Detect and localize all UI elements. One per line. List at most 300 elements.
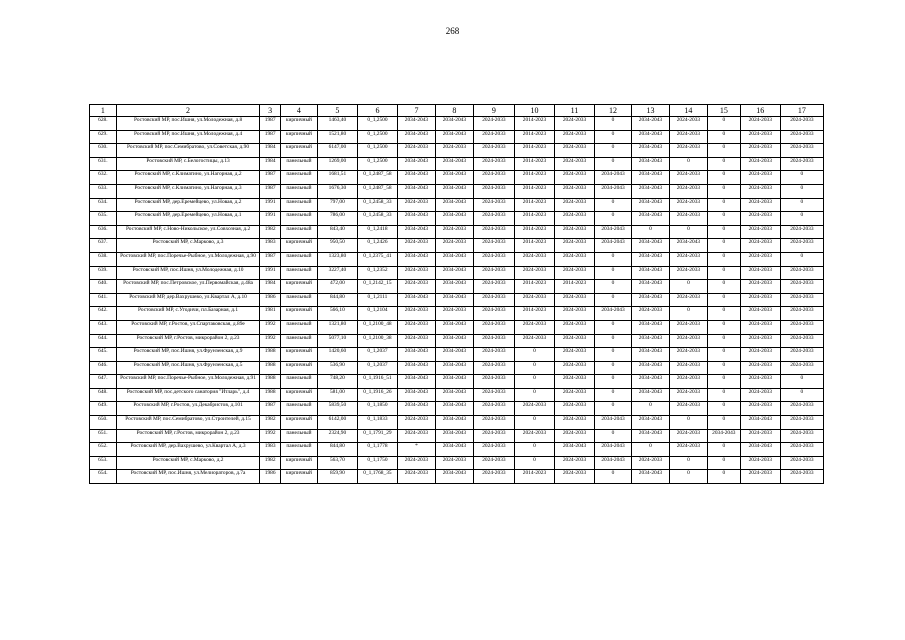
- cell-c11: 2024-2033: [554, 361, 594, 375]
- cell-c7: 2034-2043: [397, 212, 435, 226]
- cell-c15: 0: [707, 225, 740, 239]
- cell-coefficient: 0_1,2375_41: [357, 252, 397, 266]
- cell-c15: 0: [707, 470, 740, 484]
- cell-row-number: 643.: [90, 320, 117, 334]
- cell-c12: 0: [595, 334, 632, 348]
- cell-address: Ростовский МР, с.Марково, д.3: [116, 239, 260, 253]
- cell-c15: 0: [707, 171, 740, 185]
- table-body: [90, 117, 824, 484]
- cell-c14: 2024-2033: [669, 171, 707, 185]
- cell-c13: 2034-2043: [631, 144, 669, 158]
- cell-c7: 2034-2043: [397, 225, 435, 239]
- cell-c14: 2024-2033: [669, 334, 707, 348]
- cell-year-built: 1987: [260, 117, 281, 131]
- cell-c15: 0: [707, 212, 740, 226]
- cell-c9: 2024-2033: [473, 157, 514, 171]
- cell-year-built: 1988: [260, 361, 281, 375]
- cell-row-number: 646.: [90, 361, 117, 375]
- cell-year-built: 1988: [260, 348, 281, 362]
- table-row: [90, 443, 824, 457]
- cell-c8: 2034-2043: [435, 402, 473, 416]
- cell-c13: 0: [631, 402, 669, 416]
- cell-c11: 2024-2033: [554, 402, 594, 416]
- cell-c8: 2034-2043: [435, 198, 473, 212]
- cell-row-number: 636.: [90, 225, 117, 239]
- cell-c14: 2024-2033: [669, 320, 707, 334]
- cell-wall-material: кирпичный: [280, 470, 317, 484]
- cell-c8: 2024-2033: [435, 239, 473, 253]
- cell-c16: 2024-2033: [740, 402, 780, 416]
- cell-c12: 2034-2043: [595, 171, 632, 185]
- cell-c7: 2034-2043: [397, 157, 435, 171]
- cell-c7: 2034-2043: [397, 293, 435, 307]
- cell-c8: 2034-2043: [435, 443, 473, 457]
- cell-c17: 2024-2033: [780, 266, 823, 280]
- cell-c15: 0: [707, 402, 740, 416]
- cell-c11: 2024-2033: [554, 416, 594, 430]
- table-row: [90, 252, 824, 266]
- cell-c15: 0: [707, 334, 740, 348]
- cell-c7: 2034-2043: [397, 402, 435, 416]
- cell-c9: 2024-2033: [473, 266, 514, 280]
- cell-c11: 2024-2033: [554, 198, 594, 212]
- cell-c10: 2014-2023: [514, 184, 554, 198]
- cell-coefficient: 0_1,1778: [357, 443, 397, 457]
- cell-area: 6147,00: [317, 144, 357, 158]
- cell-c11: 2024-2033: [554, 429, 594, 443]
- cell-year-built: 1988: [260, 375, 281, 389]
- cell-c11: 2024-2033: [554, 266, 594, 280]
- cell-wall-material: панельный: [280, 184, 317, 198]
- cell-c16: 2024-2033: [740, 184, 780, 198]
- cell-wall-material: панельный: [280, 334, 317, 348]
- cell-c12: 0: [595, 402, 632, 416]
- cell-c15: 0: [707, 252, 740, 266]
- cell-c17: 2024-2033: [780, 348, 823, 362]
- cell-c10: 2014-2023: [514, 130, 554, 144]
- cell-c7: 2034-2043: [397, 388, 435, 402]
- cell-row-number: 631.: [90, 157, 117, 171]
- cell-c15: 0: [707, 348, 740, 362]
- cell-c14: 2024-2033: [669, 429, 707, 443]
- cell-c7: 2034-2043: [397, 361, 435, 375]
- cell-year-built: 1991: [260, 266, 281, 280]
- cell-c15: 0: [707, 320, 740, 334]
- cell-c15: 0: [707, 361, 740, 375]
- cell-c8: 2034-2043: [435, 184, 473, 198]
- cell-coefficient: 0_1,2487_58: [357, 171, 397, 185]
- cell-c12: 0: [595, 429, 632, 443]
- column-header-2: 2: [116, 105, 260, 117]
- cell-c17: 2024-2033: [780, 293, 823, 307]
- cell-c10: 0: [514, 375, 554, 389]
- cell-year-built: 1982: [260, 225, 281, 239]
- cell-c12: 0: [595, 212, 632, 226]
- cell-c14: 2024-2033: [669, 184, 707, 198]
- cell-area: 1269,00: [317, 157, 357, 171]
- cell-c14: 2034-2043: [669, 239, 707, 253]
- cell-c12: 0: [595, 198, 632, 212]
- cell-c16: 2024-2033: [740, 212, 780, 226]
- cell-year-built: 1988: [260, 388, 281, 402]
- cell-area: 1463,40: [317, 117, 357, 131]
- cell-area: 1321,80: [317, 320, 357, 334]
- cell-coefficient: 0_1,2037: [357, 348, 397, 362]
- cell-c14: 0: [669, 416, 707, 430]
- cell-c9: 2024-2033: [473, 184, 514, 198]
- cell-wall-material: кирпичный: [280, 130, 317, 144]
- cell-c8: 2034-2043: [435, 388, 473, 402]
- cell-c7: 2024-2033: [397, 307, 435, 321]
- cell-c12: 2034-2043: [595, 416, 632, 430]
- cell-c10: 0: [514, 456, 554, 470]
- cell-c17: 2024-2033: [780, 307, 823, 321]
- column-header-16: 16: [740, 105, 780, 117]
- cell-c9: 2024-2033: [473, 429, 514, 443]
- cell-wall-material: панельный: [280, 293, 317, 307]
- cell-c17: 0: [780, 252, 823, 266]
- cell-area: 5077,10: [317, 334, 357, 348]
- cell-c11: 2014-2023: [554, 280, 594, 294]
- table-row: [90, 361, 824, 375]
- cell-c11: 2024-2033: [554, 144, 594, 158]
- table-row: [90, 402, 824, 416]
- table-row: [90, 198, 824, 212]
- cell-c9: 2024-2033: [473, 144, 514, 158]
- cell-c17: 2024-2033: [780, 239, 823, 253]
- cell-c14: 2024-2033: [669, 144, 707, 158]
- table-row: [90, 307, 824, 321]
- cell-c14: 2024-2033: [669, 361, 707, 375]
- cell-c13: 0: [631, 443, 669, 457]
- cell-c13: 2034-2043: [631, 130, 669, 144]
- cell-c16: 2024-2033: [740, 225, 780, 239]
- cell-year-built: 1984: [260, 280, 281, 294]
- cell-c9: 2024-2033: [473, 375, 514, 389]
- table-row: [90, 239, 824, 253]
- cell-c12: 2034-2043: [595, 456, 632, 470]
- cell-c13: 2034-2043: [631, 293, 669, 307]
- cell-c13: 2024-2033: [631, 456, 669, 470]
- cell-c9: 2024-2033: [473, 443, 514, 457]
- cell-c16: 2034-2043: [740, 416, 780, 430]
- table-row: [90, 171, 824, 185]
- cell-c8: 2024-2033: [435, 144, 473, 158]
- cell-c7: 2034-2043: [397, 252, 435, 266]
- cell-c12: 0: [595, 252, 632, 266]
- cell-c16: 2024-2033: [740, 456, 780, 470]
- cell-wall-material: панельный: [280, 225, 317, 239]
- cell-c16: 2024-2033: [740, 388, 780, 402]
- table-row: [90, 225, 824, 239]
- housing-register-table: [89, 104, 824, 484]
- cell-c17: 2024-2033: [780, 402, 823, 416]
- cell-c17: 2024-2033: [780, 144, 823, 158]
- cell-area: 581,00: [317, 388, 357, 402]
- cell-year-built: 1992: [260, 334, 281, 348]
- cell-address: Ростовский МР, пос.детского санатория "Итларь", д.4: [116, 388, 260, 402]
- cell-c13: 2034-2043: [631, 388, 669, 402]
- table-row: [90, 117, 824, 131]
- cell-wall-material: панельный: [280, 443, 317, 457]
- cell-c9: 2024-2033: [473, 334, 514, 348]
- cell-c10: 2014-2023: [514, 157, 554, 171]
- cell-c16: 2024-2033: [740, 320, 780, 334]
- cell-c13: 2034-2043: [631, 212, 669, 226]
- cell-c15: 0: [707, 239, 740, 253]
- cell-c11: 2024-2033: [554, 293, 594, 307]
- cell-c11: 2034-2043: [554, 443, 594, 457]
- cell-c10: 2024-2033: [514, 293, 554, 307]
- table-row: [90, 429, 824, 443]
- cell-wall-material: панельный: [280, 171, 317, 185]
- cell-area: 472,00: [317, 280, 357, 294]
- cell-c14: 0: [669, 280, 707, 294]
- cell-c16: 2024-2033: [740, 307, 780, 321]
- cell-c13: 2034-2043: [631, 252, 669, 266]
- cell-coefficient: 0_1,1833: [357, 416, 397, 430]
- cell-c17: 2024-2033: [780, 225, 823, 239]
- cell-row-number: 645.: [90, 348, 117, 362]
- cell-c7: 2024-2033: [397, 320, 435, 334]
- cell-c17: 2024-2033: [780, 280, 823, 294]
- cell-coefficient: 0_1,2100_38: [357, 334, 397, 348]
- cell-coefficient: 0_1,1768_35: [357, 470, 397, 484]
- cell-c13: 2034-2043: [631, 280, 669, 294]
- cell-c8: 2034-2043: [435, 266, 473, 280]
- cell-address: Ростовский МР, пос.Ишня, ул.Фрунзенская, д.9: [116, 348, 260, 362]
- cell-c7: 2034-2043: [397, 171, 435, 185]
- cell-c17: 0: [780, 198, 823, 212]
- column-header-7: 7: [397, 105, 435, 117]
- cell-coefficient: 0_1,2111: [357, 293, 397, 307]
- cell-row-number: 652.: [90, 443, 117, 457]
- cell-c13: 0: [631, 225, 669, 239]
- cell-area: 844,80: [317, 293, 357, 307]
- cell-coefficient: 0_1,2500: [357, 157, 397, 171]
- cell-coefficient: 0_1,2500: [357, 144, 397, 158]
- cell-address: Ростовский МР, пос.Ишня, ул.Фрунзенская, д.5: [116, 361, 260, 375]
- table-row: [90, 375, 824, 389]
- cell-c10: 2014-2023: [514, 225, 554, 239]
- cell-area: 843,40: [317, 225, 357, 239]
- cell-c14: 2024-2033: [669, 402, 707, 416]
- cell-wall-material: панельный: [280, 157, 317, 171]
- table-row: [90, 334, 824, 348]
- cell-coefficient: 0_1,2100_48: [357, 320, 397, 334]
- cell-c17: 0: [780, 375, 823, 389]
- cell-year-built: 1983: [260, 239, 281, 253]
- cell-address: Ростовский МР, дер.Еремейцево, ул.Новая, д.1: [116, 212, 260, 226]
- cell-c16: 2024-2033: [740, 130, 780, 144]
- cell-c16: 2024-2033: [740, 280, 780, 294]
- cell-coefficient: 0_1,2500: [357, 117, 397, 131]
- table-row: [90, 144, 824, 158]
- cell-c8: 2034-2043: [435, 171, 473, 185]
- cell-c11: 2024-2033: [554, 171, 594, 185]
- cell-wall-material: кирпичный: [280, 280, 317, 294]
- cell-c15: 0: [707, 443, 740, 457]
- cell-address: Ростовский МР, с.Угодичи, пл.Базарная, д.1: [116, 307, 260, 321]
- cell-c8: 2034-2043: [435, 375, 473, 389]
- cell-c10: 0: [514, 348, 554, 362]
- column-header-15: 15: [707, 105, 740, 117]
- cell-address: Ростовский МР, пос.Поречье-Рыбное, ул.Молодежная, д.91: [116, 375, 260, 389]
- cell-c9: 2024-2033: [473, 239, 514, 253]
- cell-row-number: 628.: [90, 117, 117, 131]
- cell-c10: 2024-2033: [514, 402, 554, 416]
- cell-c15: 0: [707, 375, 740, 389]
- cell-c15: 0: [707, 198, 740, 212]
- column-header-14: 14: [669, 105, 707, 117]
- cell-area: 1420,60: [317, 348, 357, 362]
- cell-wall-material: панельный: [280, 212, 317, 226]
- cell-c8: 2034-2043: [435, 348, 473, 362]
- cell-c15: 0: [707, 388, 740, 402]
- cell-c13: 2034-2043: [631, 198, 669, 212]
- cell-c9: 2024-2033: [473, 130, 514, 144]
- cell-row-number: 634.: [90, 198, 117, 212]
- cell-wall-material: кирпичный: [280, 348, 317, 362]
- cell-c7: 2024-2033: [397, 239, 435, 253]
- cell-c10: 2024-2033: [514, 334, 554, 348]
- cell-c14: 2024-2033: [669, 293, 707, 307]
- table-row: [90, 130, 824, 144]
- cell-c7: 2024-2033: [397, 266, 435, 280]
- cell-c8: 2034-2043: [435, 130, 473, 144]
- cell-c16: 2024-2033: [740, 348, 780, 362]
- cell-c11: 2024-2033: [554, 375, 594, 389]
- cell-c16: 2024-2033: [740, 375, 780, 389]
- cell-c13: 2034-2043: [631, 416, 669, 430]
- cell-c15: 2034-2043: [707, 429, 740, 443]
- cell-c13: 2034-2043: [631, 320, 669, 334]
- cell-c11: 2024-2033: [554, 388, 594, 402]
- cell-c16: 2024-2033: [740, 198, 780, 212]
- cell-c13: 2034-2043: [631, 171, 669, 185]
- table-row: [90, 157, 824, 171]
- cell-year-built: 1987: [260, 130, 281, 144]
- cell-c14: 2024-2033: [669, 348, 707, 362]
- cell-c11: 2024-2033: [554, 225, 594, 239]
- cell-c11: 2024-2033: [554, 334, 594, 348]
- table-row: [90, 470, 824, 484]
- cell-c7: 2024-2033: [397, 429, 435, 443]
- cell-c14: 2024-2033: [669, 375, 707, 389]
- cell-c7: 2024-2033: [397, 470, 435, 484]
- cell-c15: 0: [707, 117, 740, 131]
- column-header-5: 5: [317, 105, 357, 117]
- table-row: [90, 266, 824, 280]
- cell-address: Ростовский МР, пос.Петровское, ул.Первомайская, д.48а: [116, 280, 260, 294]
- cell-c10: 2014-2023: [514, 198, 554, 212]
- cell-c9: 2024-2033: [473, 388, 514, 402]
- cell-c7: 2024-2033: [397, 198, 435, 212]
- cell-c9: 2024-2033: [473, 225, 514, 239]
- cell-coefficient: 0_1,1916_51: [357, 375, 397, 389]
- cell-year-built: 1986: [260, 293, 281, 307]
- cell-address: Ростовский МР, г.Ростов, микрорайон 2, д.23: [116, 429, 260, 443]
- cell-c17: 2024-2033: [780, 361, 823, 375]
- cell-year-built: 1981: [260, 307, 281, 321]
- cell-year-built: 1987: [260, 171, 281, 185]
- cell-c17: 2024-2033: [780, 429, 823, 443]
- cell-area: 563,70: [317, 456, 357, 470]
- cell-c10: 2014-2023: [514, 117, 554, 131]
- cell-c13: 2034-2043: [631, 334, 669, 348]
- cell-coefficient: 0_1,1916_26: [357, 388, 397, 402]
- cell-c9: 2024-2033: [473, 402, 514, 416]
- cell-area: 2324,90: [317, 429, 357, 443]
- cell-c11: 2024-2033: [554, 239, 594, 253]
- cell-c7: 2034-2043: [397, 184, 435, 198]
- cell-c16: 2024-2033: [740, 117, 780, 131]
- column-header-10: 10: [514, 105, 554, 117]
- cell-c12: 0: [595, 117, 632, 131]
- cell-year-built: 1982: [260, 456, 281, 470]
- cell-address: Ростовский МР, пос.Ишня, ул.Молодежная, д.8: [116, 117, 260, 131]
- cell-c12: 0: [595, 293, 632, 307]
- cell-coefficient: 0_1,2487_58: [357, 184, 397, 198]
- cell-area: 3227,40: [317, 266, 357, 280]
- cell-c12: 0: [595, 470, 632, 484]
- cell-c8: 2034-2043: [435, 117, 473, 131]
- cell-c17: 0: [780, 184, 823, 198]
- cell-c15: 0: [707, 266, 740, 280]
- cell-c17: 2024-2033: [780, 456, 823, 470]
- cell-c10: 2014-2023: [514, 212, 554, 226]
- cell-area: 1521,80: [317, 130, 357, 144]
- cell-c16: 2024-2033: [740, 429, 780, 443]
- cell-c15: 0: [707, 144, 740, 158]
- cell-year-built: 1991: [260, 212, 281, 226]
- cell-c17: 2024-2033: [780, 320, 823, 334]
- cell-c9: 2024-2033: [473, 361, 514, 375]
- cell-row-number: 644.: [90, 334, 117, 348]
- cell-c8: 2034-2043: [435, 293, 473, 307]
- table-header-row: [90, 105, 824, 117]
- cell-address: Ростовский МР, дер.Вахрушево, ул.Квартал А, д.10: [116, 293, 260, 307]
- cell-wall-material: панельный: [280, 266, 317, 280]
- cell-coefficient: 0_1,1750: [357, 456, 397, 470]
- cell-wall-material: панельный: [280, 320, 317, 334]
- cell-c11: 2024-2033: [554, 117, 594, 131]
- cell-c17: 0: [780, 171, 823, 185]
- cell-c15: 0: [707, 307, 740, 321]
- cell-c15: 0: [707, 157, 740, 171]
- cell-c13: 2034-2043: [631, 266, 669, 280]
- cell-row-number: 647.: [90, 375, 117, 389]
- cell-c7: 2024-2033: [397, 334, 435, 348]
- cell-coefficient: 0_1,2426: [357, 239, 397, 253]
- cell-address: Ростовский МР, г.Ростов, ул.Спартаковская, д.89е: [116, 320, 260, 334]
- cell-address: Ростовский МР, с.Климатино, ул.Нагорная, д.2: [116, 171, 260, 185]
- cell-c12: 0: [595, 348, 632, 362]
- cell-c8: 2034-2043: [435, 429, 473, 443]
- cell-row-number: 638.: [90, 252, 117, 266]
- column-header-17: 17: [780, 105, 823, 117]
- cell-c7: 2034-2043: [397, 375, 435, 389]
- cell-c16: 2024-2033: [740, 239, 780, 253]
- cell-year-built: 1983: [260, 443, 281, 457]
- cell-c13: 2034-2043: [631, 361, 669, 375]
- cell-c7: 2034-2043: [397, 348, 435, 362]
- column-header-1: 1: [90, 105, 117, 117]
- cell-wall-material: панельный: [280, 375, 317, 389]
- column-header-13: 13: [631, 105, 669, 117]
- cell-row-number: 633.: [90, 184, 117, 198]
- cell-c14: 2024-2033: [669, 198, 707, 212]
